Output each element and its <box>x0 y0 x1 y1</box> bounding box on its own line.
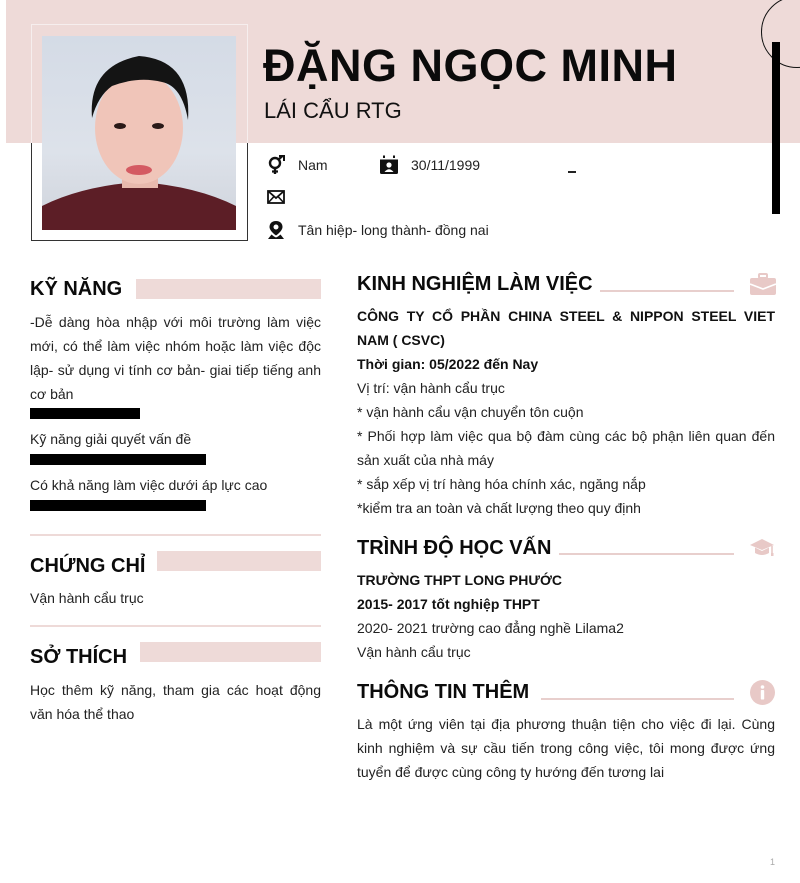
experience-line-1: Vị trí: vận hành cẩu trục <box>357 380 505 396</box>
hobbies-title: SỞ THÍCH <box>30 646 128 668</box>
additional-info-title: THÔNG TIN THÊM <box>357 681 530 703</box>
additional-info-title-line <box>541 698 734 700</box>
education-school: TRƯỜNG THPT LONG PHƯỚC <box>357 572 562 588</box>
experience-line-2: * vận hành cẩu vận chuyển tôn cuộn <box>357 404 584 420</box>
job-title: LÁI CẨU RTG <box>264 98 402 123</box>
experience-title: KINH NGHIỆM LÀM VIỆC <box>357 273 593 295</box>
experience-title-line <box>600 290 734 292</box>
experience-line-3: * Phối hợp làm việc qua bộ đàm cùng các bộ phận liên quan đến sản xuất của nhà máy <box>357 428 775 468</box>
divider <box>30 625 321 627</box>
education-title: TRÌNH ĐỘ HỌC VẤN <box>357 537 552 559</box>
address-info <box>266 220 489 240</box>
skill-level-bar-2 <box>30 454 206 465</box>
email-info <box>266 187 298 207</box>
certificate-item: Vận hành cẩu trục <box>30 590 144 606</box>
skill-item-1: -Dễ dàng hòa nhập với môi trường làm việc mới, có thể làm việc nhóm hoặc làm việc độc lập- sử dụng vi tính cơ bản- giai tiếp tiếng anh cơ bản <box>30 314 321 402</box>
experience-company: CÔNG TY CỔ PHẦN CHINA STEEL & NIPPON STEEL VIET NAM ( CSVC) <box>357 308 775 348</box>
page-number: 1 <box>770 857 776 867</box>
experience-period: Thời gian: 05/2022 đến Nay <box>357 356 539 372</box>
hobbies-title-accent <box>140 642 321 662</box>
gender-value: Nam <box>298 157 328 173</box>
hobbies-text: Học thêm kỹ năng, tham gia các hoạt động văn hóa thể thao <box>30 682 321 722</box>
education-line-1: 2020- 2021 trường cao đẳng nghề Lilama2 <box>357 620 624 636</box>
decorative-bar <box>772 42 780 214</box>
calendar-user-icon <box>379 155 399 175</box>
profile-photo <box>42 36 236 230</box>
education-line-2: Vận hành cẩu trục <box>357 644 471 660</box>
skills-title-accent <box>136 279 321 299</box>
skills-title: KỸ NĂNG <box>30 278 123 300</box>
gender-info <box>266 155 328 175</box>
gender-icon <box>266 155 286 175</box>
address-value: Tân hiệp- long thành- đồng nai <box>298 222 489 238</box>
experience-line-5: *kiểm tra an toàn và chất lượng theo quy định <box>357 500 641 516</box>
briefcase-icon <box>750 273 776 300</box>
skill-level-bar-3 <box>30 500 206 511</box>
envelope-icon <box>266 187 286 207</box>
divider <box>30 534 321 536</box>
candidate-name: ĐẶNG NGỌC MINH <box>263 40 678 91</box>
additional-info-text: Là một ứng viên tại địa phương thuận tiện cho việc đi lại. Cùng kinh nghiệm và sự cầu tiến trong công việc, tôi mong được ứng tuyển để được cùng công ty hướng đến tương lai <box>357 716 775 780</box>
skill-level-bar-1 <box>30 408 140 419</box>
portrait-photo-icon <box>42 36 236 230</box>
experience-line-4: * sắp xếp vị trí hàng hóa chính xác, ngăng nắp <box>357 476 646 492</box>
education-period: 2015- 2017 tốt nghiệp THPT <box>357 596 540 612</box>
graduation-cap-icon <box>749 538 775 563</box>
skill-item-3: Có khả năng làm việc dưới áp lực cao <box>30 477 268 493</box>
certificates-title-accent <box>157 551 321 571</box>
birthday-info <box>379 155 480 175</box>
birthday-value: 30/11/1999 <box>411 157 481 173</box>
certificates-title: CHỨNG CHỈ <box>30 555 146 577</box>
education-title-line <box>559 553 734 555</box>
map-pin-icon <box>266 220 286 240</box>
info-circle-icon <box>750 680 775 710</box>
skill-item-2: Kỹ năng giải quyết vấn đề <box>30 431 192 447</box>
stray-mark <box>568 171 576 173</box>
